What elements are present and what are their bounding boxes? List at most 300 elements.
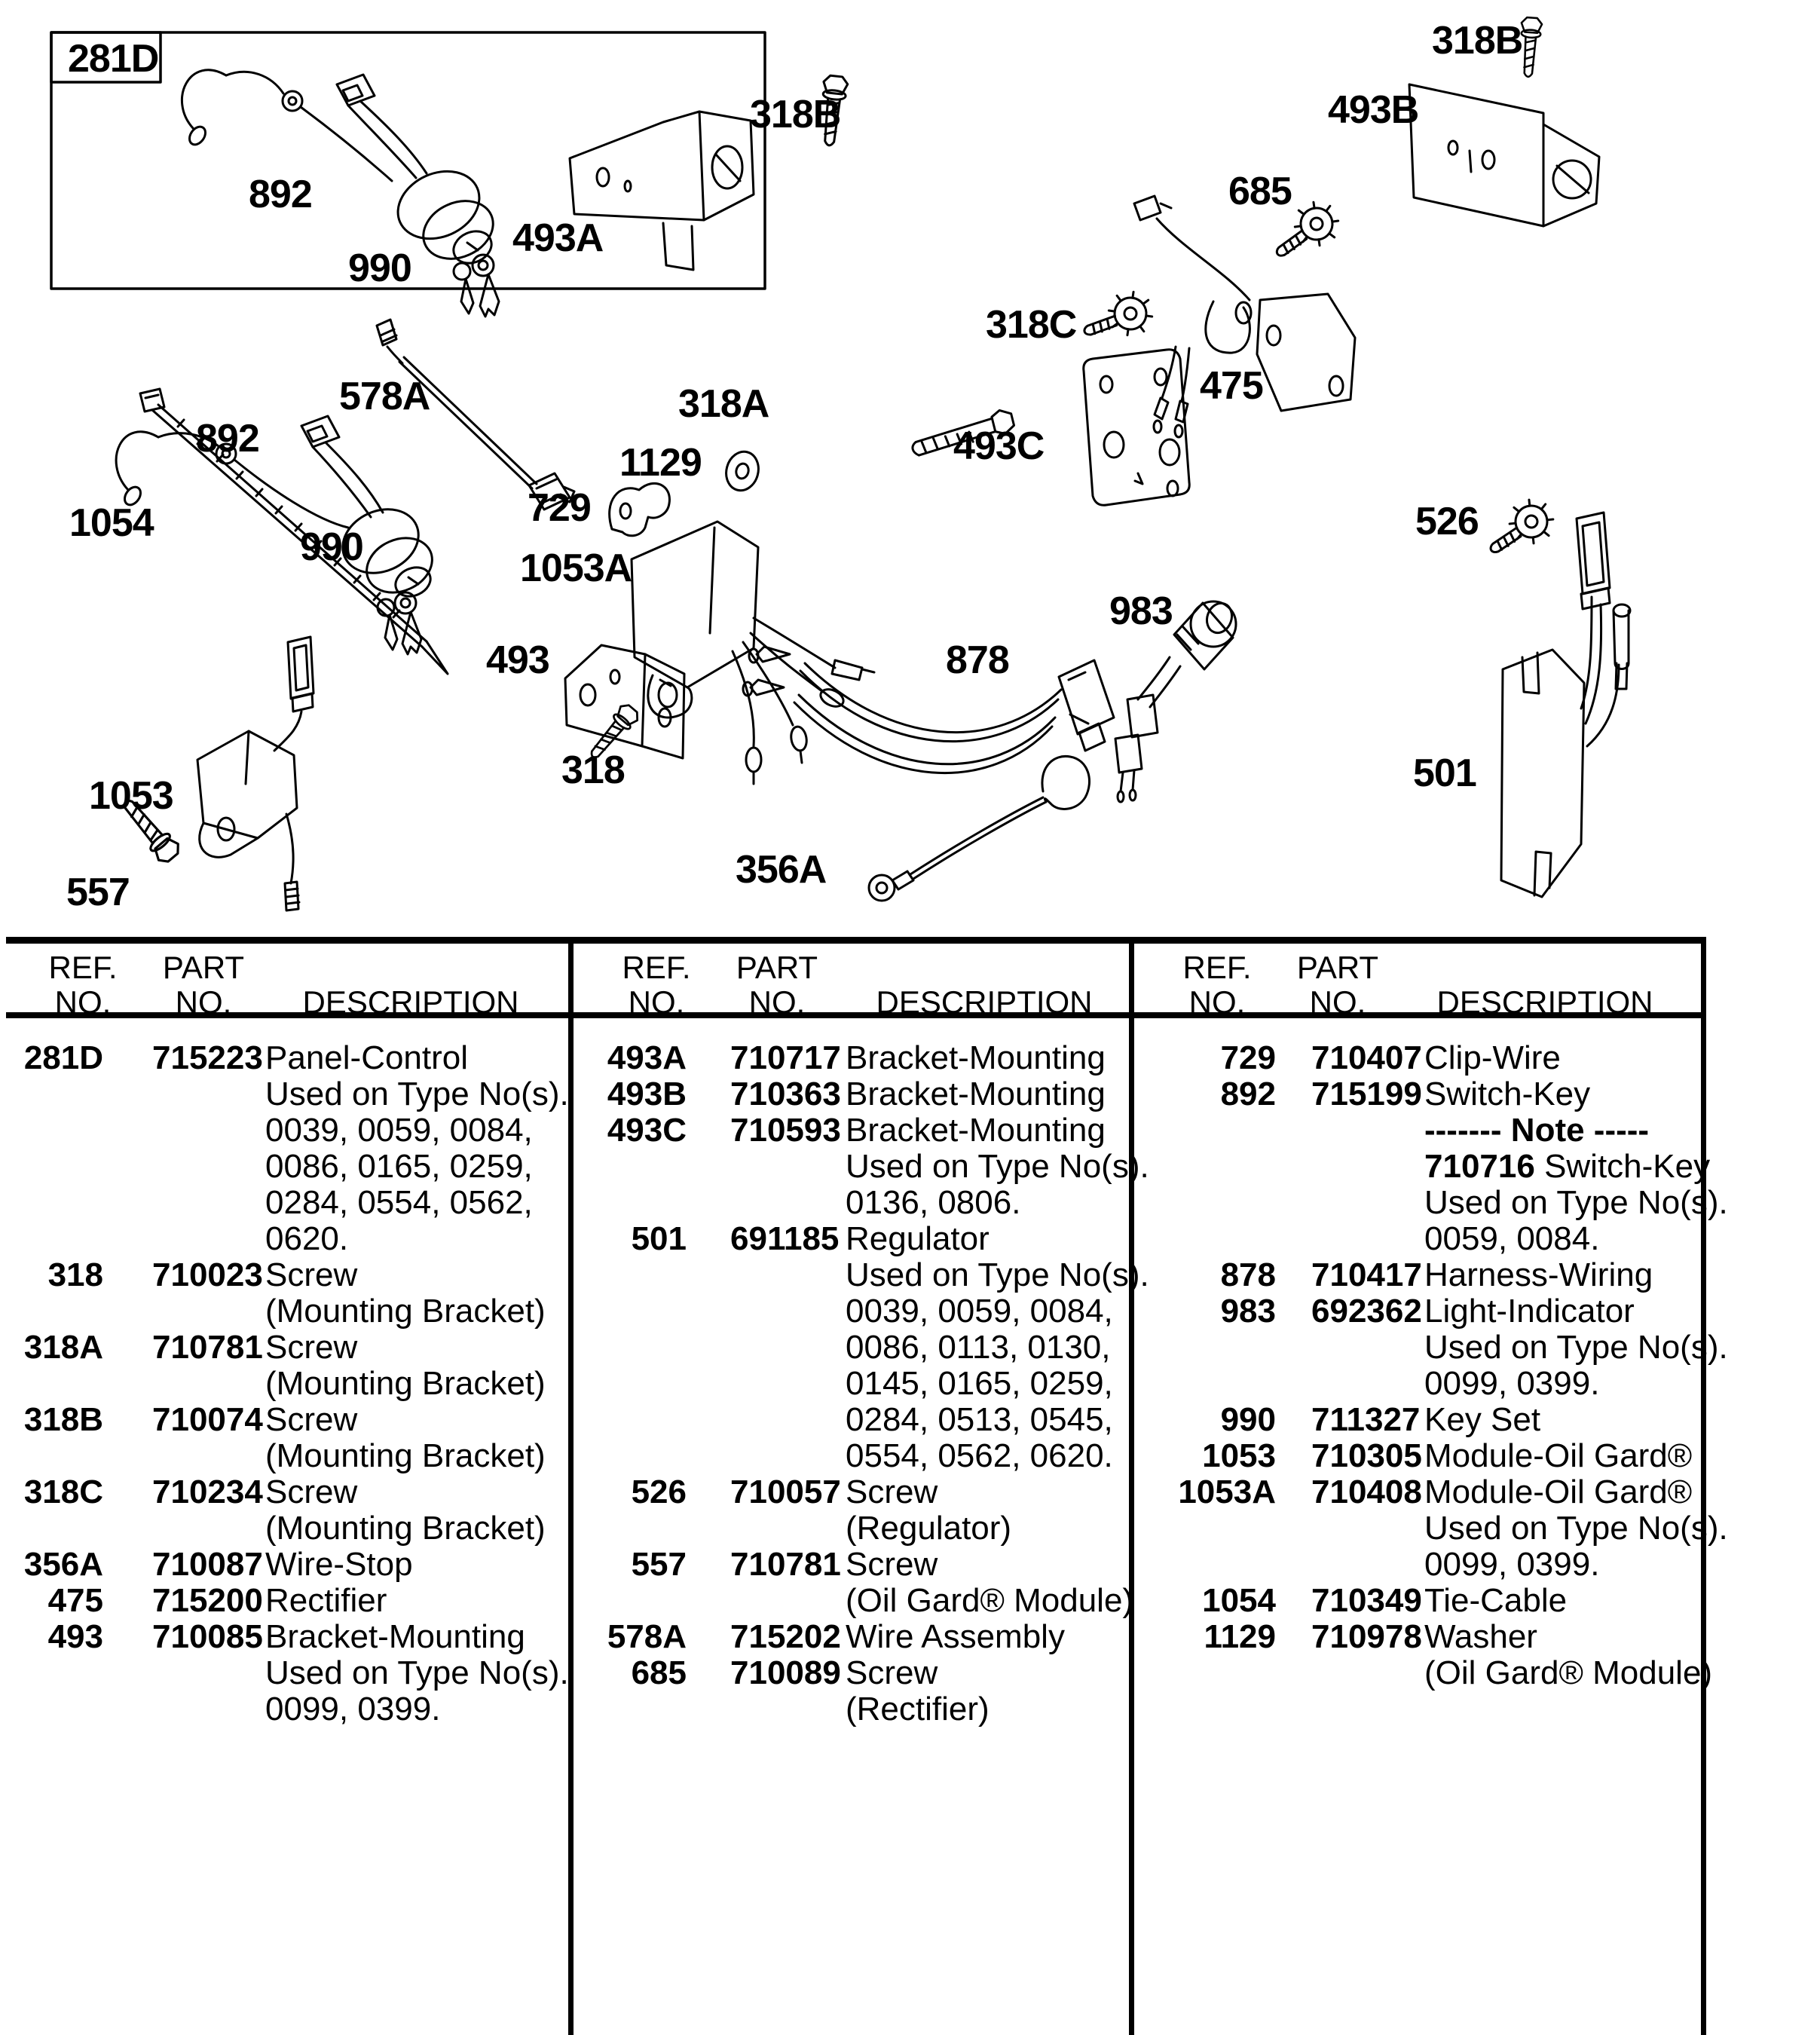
part-no: 691185 — [730, 1220, 840, 1257]
part-no — [152, 1366, 245, 1402]
description-text: Wire-Stop — [265, 1546, 413, 1583]
description-text: Module-Oil Gard® — [1424, 1473, 1693, 1510]
part-label-318c: 318C — [986, 303, 1077, 347]
part-no: 710234 — [152, 1473, 263, 1510]
header-ref-line2: NO. — [54, 984, 112, 1020]
header-part-line2: NO. — [748, 984, 806, 1020]
part-no: 715199 — [1311, 1076, 1422, 1112]
mounting-bracket-493c-drawing — [1084, 350, 1190, 506]
ref-no: 493C — [607, 1112, 687, 1149]
description — [265, 1330, 357, 1366]
ref-no — [0, 1510, 103, 1547]
part-no — [1311, 1330, 1408, 1366]
description-text: (Mounting Bracket) — [265, 1437, 546, 1474]
description-text: Washer — [1424, 1618, 1537, 1655]
description — [1424, 1257, 1653, 1293]
table-rows-col1 — [0, 1039, 569, 1727]
part-no: 710781 — [730, 1546, 841, 1583]
ref-no: 557 — [631, 1546, 687, 1583]
description — [265, 1691, 440, 1727]
description-text: 0620. — [265, 1220, 349, 1257]
description-text: Rectifier — [265, 1582, 387, 1619]
table-row — [0, 1330, 565, 1366]
table-row — [0, 1185, 565, 1221]
part-no — [730, 1366, 824, 1402]
description-text: (Mounting Bracket) — [265, 1510, 546, 1547]
part-no: 710085 — [152, 1618, 263, 1655]
part-no: 692362 — [1311, 1293, 1422, 1330]
table-row — [574, 1510, 1126, 1547]
table-row — [1134, 1402, 1698, 1438]
ref-no: 983 — [1220, 1293, 1276, 1330]
description — [846, 1330, 1111, 1366]
part-no — [1311, 1185, 1408, 1221]
part-label-1053a: 1053A — [520, 546, 632, 590]
description — [1424, 1040, 1561, 1076]
description — [846, 1149, 1149, 1185]
description — [265, 1366, 546, 1402]
ref-no — [574, 1583, 687, 1619]
description-text: Module-Oil Gard® — [1424, 1437, 1693, 1474]
column-header-ref — [596, 950, 717, 1020]
table-row — [1134, 1329, 1728, 1366]
part-label-990-b: 990 — [300, 525, 363, 569]
description — [846, 1402, 1113, 1438]
description-text: 0086, 0165, 0259, — [265, 1148, 533, 1185]
part-no — [1311, 1149, 1408, 1185]
description — [846, 1185, 1020, 1221]
table-row — [574, 1040, 1126, 1076]
table-right-border — [1701, 937, 1706, 2035]
ref-no — [574, 1438, 687, 1474]
parts-diagram-art — [0, 0, 1820, 937]
table-row — [0, 1547, 565, 1583]
table-row — [1134, 1112, 1698, 1149]
description — [846, 1221, 990, 1257]
ref-no: 526 — [631, 1473, 687, 1510]
description — [846, 1510, 1011, 1547]
part-no: 710363 — [730, 1076, 841, 1112]
description — [846, 1547, 938, 1583]
part-label-281d: 281D — [68, 37, 159, 81]
description-text: Screw — [846, 1654, 938, 1691]
part-label-475: 475 — [1200, 364, 1263, 408]
table-column-3 — [1134, 937, 1728, 2035]
part-no — [152, 1149, 245, 1185]
description — [1424, 1149, 1710, 1185]
description — [265, 1619, 525, 1655]
ref-no: 475 — [47, 1582, 103, 1619]
description — [265, 1655, 569, 1691]
description-text: Bracket-Mounting — [846, 1076, 1106, 1112]
table-row — [0, 1221, 565, 1257]
part-label-990-a: 990 — [348, 246, 411, 290]
key-set-drawing-2 — [378, 592, 421, 654]
description-text: Used on Type No(s). — [846, 1148, 1149, 1185]
table-row — [1134, 1619, 1698, 1655]
key-set-drawing-1 — [454, 255, 499, 317]
part-label-318: 318 — [561, 748, 625, 792]
part-no — [730, 1330, 824, 1366]
description — [846, 1691, 990, 1727]
part-no: 710023 — [152, 1256, 263, 1293]
description — [1424, 1510, 1728, 1547]
description-text: (Mounting Bracket) — [265, 1365, 546, 1402]
column-header-description: DESCRIPTION — [302, 984, 519, 1020]
ref-no: 318 — [47, 1256, 103, 1293]
screw-526-drawing — [1486, 497, 1556, 552]
part-no — [1311, 1221, 1408, 1257]
description-text: Used on Type No(s). — [265, 1654, 569, 1691]
table-divider-2 — [1129, 937, 1134, 2035]
ref-no — [574, 1149, 687, 1185]
table-column-2 — [574, 937, 1149, 2035]
part-no — [152, 1655, 245, 1691]
column-header-description: DESCRIPTION — [1436, 984, 1653, 1020]
description — [1424, 1402, 1540, 1438]
header-part-line2: NO. — [175, 984, 232, 1020]
part-no: 710417 — [1311, 1256, 1422, 1293]
header-ref-line2: NO. — [628, 984, 685, 1020]
description — [265, 1510, 546, 1547]
part-label-493c: 493C — [953, 424, 1045, 468]
part-no — [1311, 1366, 1408, 1402]
part-no — [152, 1185, 245, 1221]
part-label-318b-mid: 318B — [750, 93, 841, 136]
table-row — [1134, 1257, 1698, 1293]
part-no — [152, 1112, 245, 1149]
table-row — [574, 1547, 1126, 1583]
part-no: 710978 — [1311, 1618, 1422, 1655]
table-row — [1134, 1654, 1713, 1691]
description-text: Used on Type No(s). — [1424, 1510, 1728, 1547]
description — [265, 1149, 533, 1185]
part-no: 710057 — [730, 1473, 841, 1510]
table-row — [0, 1691, 565, 1727]
table-row — [1134, 1040, 1698, 1076]
ref-no — [1134, 1112, 1276, 1149]
part-label-983: 983 — [1109, 589, 1173, 633]
table-row — [574, 1293, 1126, 1330]
table-row — [0, 1149, 565, 1185]
table-row — [574, 1402, 1126, 1438]
description-text: Tie-Cable — [1424, 1582, 1568, 1619]
ref-no — [574, 1691, 687, 1727]
description-text: (Oil Gard® Module) — [1424, 1654, 1713, 1691]
description — [846, 1076, 1106, 1112]
header-ref-line1: REF. — [622, 950, 691, 985]
ref-no: 1053 — [1202, 1437, 1276, 1474]
ref-no: 318C — [23, 1473, 103, 1510]
description — [265, 1221, 348, 1257]
part-label-356a: 356A — [736, 848, 827, 892]
table-row — [574, 1112, 1126, 1149]
description — [846, 1366, 1113, 1402]
description-text: Switch-Key — [1424, 1076, 1591, 1112]
ref-no: 990 — [1220, 1401, 1276, 1438]
part-no — [730, 1293, 824, 1330]
part-no — [730, 1583, 824, 1619]
part-no: 710593 — [730, 1112, 841, 1149]
column-header-ref — [1157, 950, 1277, 1020]
table-row — [0, 1040, 565, 1076]
table-row — [1134, 1366, 1698, 1402]
harness-wiring-drawing — [743, 647, 1114, 773]
table-row — [1134, 1510, 1728, 1547]
part-no — [1311, 1655, 1408, 1691]
table-row — [0, 1438, 565, 1474]
description — [265, 1438, 546, 1474]
description — [1424, 1619, 1537, 1655]
table-column-1 — [0, 937, 568, 2035]
description — [846, 1474, 938, 1510]
description-text: Bracket-Mounting — [846, 1039, 1106, 1076]
part-no — [152, 1221, 245, 1257]
ref-no: 1129 — [1204, 1618, 1276, 1655]
table-rows-col3 — [1134, 1039, 1728, 1691]
wire-stop-drawing — [869, 756, 1090, 901]
table-rows-col2 — [574, 1039, 1149, 1727]
ref-no — [1134, 1330, 1276, 1366]
part-label-1054: 1054 — [69, 501, 154, 545]
header-ref-line1: REF. — [48, 950, 118, 985]
ref-no: 318A — [23, 1329, 103, 1366]
description — [846, 1619, 1065, 1655]
part-no — [152, 1438, 245, 1474]
table-row — [574, 1330, 1126, 1366]
description-bold: ------- Note ----- — [1424, 1112, 1650, 1149]
ref-no — [574, 1330, 687, 1366]
part-no — [730, 1691, 824, 1727]
part-no: 710781 — [152, 1329, 263, 1366]
ref-no: 281D — [23, 1039, 103, 1076]
table-row — [574, 1366, 1126, 1402]
description — [265, 1293, 546, 1330]
part-label-493a: 493A — [512, 216, 604, 260]
description — [1424, 1438, 1692, 1474]
description-text: Screw — [846, 1546, 938, 1583]
washer-1129-drawing — [722, 448, 763, 494]
part-no: 710349 — [1311, 1582, 1422, 1619]
description-text: 0086, 0113, 0130, — [846, 1329, 1111, 1366]
description — [846, 1583, 1133, 1619]
table-row — [0, 1112, 565, 1149]
description — [1424, 1112, 1649, 1149]
table-divider-1 — [568, 937, 574, 2035]
table-row — [574, 1148, 1149, 1185]
table-row — [0, 1076, 569, 1112]
description — [1424, 1655, 1712, 1691]
part-no: 710074 — [152, 1401, 263, 1438]
part-label-493b: 493B — [1328, 88, 1419, 132]
ref-no — [1134, 1185, 1276, 1221]
part-no — [730, 1402, 824, 1438]
table-row — [574, 1221, 1126, 1257]
description-text: 0059, 0084. — [1424, 1220, 1600, 1257]
description-text: Screw — [265, 1329, 358, 1366]
column-header-description: DESCRIPTION — [876, 984, 1093, 1020]
ref-no: 878 — [1220, 1256, 1276, 1293]
table-row — [0, 1257, 565, 1293]
table-row — [574, 1691, 1126, 1727]
part-label-1053: 1053 — [89, 774, 173, 818]
description — [265, 1474, 357, 1510]
ref-no: 1054 — [1202, 1582, 1276, 1619]
header-ref-line1: REF. — [1182, 950, 1252, 985]
description — [265, 1583, 387, 1619]
description — [846, 1438, 1113, 1474]
table-row — [0, 1583, 565, 1619]
description — [265, 1185, 533, 1221]
column-header-part — [1274, 950, 1402, 1020]
ref-no: 501 — [631, 1220, 687, 1257]
ref-no — [1134, 1510, 1276, 1547]
ref-no — [0, 1655, 103, 1691]
header-ref-line2: NO. — [1188, 984, 1246, 1020]
table-row — [574, 1438, 1126, 1474]
ref-no — [574, 1366, 687, 1402]
description-text: Screw — [265, 1256, 358, 1293]
ref-no: 493 — [47, 1618, 103, 1655]
part-label-526: 526 — [1415, 500, 1479, 543]
ref-no — [574, 1293, 687, 1330]
part-no: 710087 — [152, 1546, 263, 1583]
tie-cable-drawing — [140, 389, 448, 674]
description-text: Screw — [846, 1473, 938, 1510]
mounting-bracket-493-drawing — [565, 645, 684, 758]
ref-no — [0, 1185, 103, 1221]
ref-no — [0, 1149, 103, 1185]
ref-no: 493B — [607, 1076, 687, 1112]
description-text: 0039, 0059, 0084, — [265, 1112, 533, 1149]
part-label-318b-top: 318B — [1432, 19, 1523, 63]
description — [265, 1040, 468, 1076]
part-no: 710089 — [730, 1654, 841, 1691]
table-row — [0, 1293, 565, 1330]
part-no: 710305 — [1311, 1437, 1422, 1474]
description-text: Light-Indicator — [1424, 1293, 1635, 1330]
part-no: 715200 — [152, 1582, 263, 1619]
part-no: 710407 — [1311, 1039, 1422, 1076]
description — [1424, 1547, 1599, 1583]
table-row — [574, 1619, 1126, 1655]
table-row — [1134, 1221, 1698, 1257]
mounting-bracket-493b-drawing — [1409, 84, 1599, 226]
screw-318c-drawing — [1084, 286, 1155, 343]
description — [1424, 1293, 1635, 1330]
part-no: 715202 — [730, 1618, 841, 1655]
part-no — [730, 1510, 824, 1547]
part-label-493: 493 — [486, 638, 549, 682]
table-row — [1134, 1148, 1711, 1185]
ref-no: 578A — [607, 1618, 687, 1655]
table-row — [0, 1654, 569, 1691]
part-no — [152, 1691, 245, 1727]
table-row — [1134, 1474, 1698, 1510]
regulator-drawing — [1501, 513, 1630, 897]
ref-no: 318B — [23, 1401, 103, 1438]
description-text: Used on Type No(s). — [846, 1256, 1149, 1293]
ref-no — [1134, 1149, 1276, 1185]
ref-no — [574, 1510, 687, 1547]
description — [1424, 1221, 1599, 1257]
description — [1424, 1330, 1728, 1366]
description-text: Wire Assembly — [846, 1618, 1065, 1655]
parts-table — [0, 937, 1820, 2035]
description — [846, 1655, 938, 1691]
part-no — [1311, 1547, 1408, 1583]
ref-no: 493A — [607, 1039, 687, 1076]
description-text: Switch-Key — [1544, 1148, 1711, 1185]
description — [1424, 1366, 1599, 1402]
part-no: 715223 — [152, 1039, 263, 1076]
ref-no: 356A — [23, 1546, 103, 1583]
ref-no — [0, 1691, 103, 1727]
description-text: (Rectifier) — [846, 1691, 990, 1727]
part-label-685: 685 — [1228, 170, 1292, 213]
description-text: Used on Type No(s). — [1424, 1329, 1728, 1366]
part-label-729: 729 — [528, 486, 591, 530]
ref-no — [574, 1257, 687, 1293]
description — [846, 1112, 1106, 1149]
ref-no: 1053A — [1178, 1473, 1276, 1510]
description — [1424, 1076, 1590, 1112]
description-text: 0145, 0165, 0259, — [846, 1365, 1113, 1402]
ref-no — [0, 1293, 103, 1330]
ref-no — [0, 1076, 103, 1112]
part-label-501: 501 — [1413, 751, 1476, 795]
table-row — [574, 1076, 1126, 1112]
column-header-part — [713, 950, 841, 1020]
ref-no — [1134, 1547, 1276, 1583]
description — [265, 1112, 533, 1149]
description-bold: 710716 — [1424, 1148, 1545, 1185]
module-oil-gard-1053a-drawing — [632, 522, 874, 784]
description-text: Bracket-Mounting — [846, 1112, 1106, 1149]
part-no — [730, 1257, 824, 1293]
description-text: 0099, 0399. — [1424, 1365, 1600, 1402]
description — [846, 1257, 1149, 1293]
description — [1424, 1185, 1728, 1221]
ref-no — [0, 1112, 103, 1149]
part-label-892-b: 892 — [196, 417, 259, 461]
column-header-part — [139, 950, 268, 1020]
ref-no: 729 — [1220, 1039, 1276, 1076]
header-part-line1: PART — [1296, 950, 1379, 985]
part-label-892-a: 892 — [249, 173, 312, 216]
description-text: Key Set — [1424, 1401, 1541, 1438]
table-row — [574, 1185, 1126, 1221]
module-oil-gard-1053-drawing — [197, 637, 314, 910]
header-part-line1: PART — [736, 950, 818, 985]
ref-no — [0, 1438, 103, 1474]
header-part-line2: NO. — [1309, 984, 1366, 1020]
description-text: 0136, 0806. — [846, 1184, 1021, 1221]
description-text: Used on Type No(s). — [1424, 1184, 1728, 1221]
part-label-557: 557 — [66, 871, 130, 914]
ref-no — [574, 1185, 687, 1221]
part-label-1129: 1129 — [619, 441, 702, 485]
key-switch-drawing-1 — [182, 70, 502, 270]
part-no — [1311, 1510, 1408, 1547]
description — [265, 1547, 413, 1583]
description — [1424, 1583, 1567, 1619]
ref-no: 892 — [1220, 1076, 1276, 1112]
part-no: 710717 — [730, 1039, 841, 1076]
description-text: Bracket-Mounting — [265, 1618, 525, 1655]
part-no — [152, 1293, 245, 1330]
table-row — [574, 1655, 1126, 1691]
